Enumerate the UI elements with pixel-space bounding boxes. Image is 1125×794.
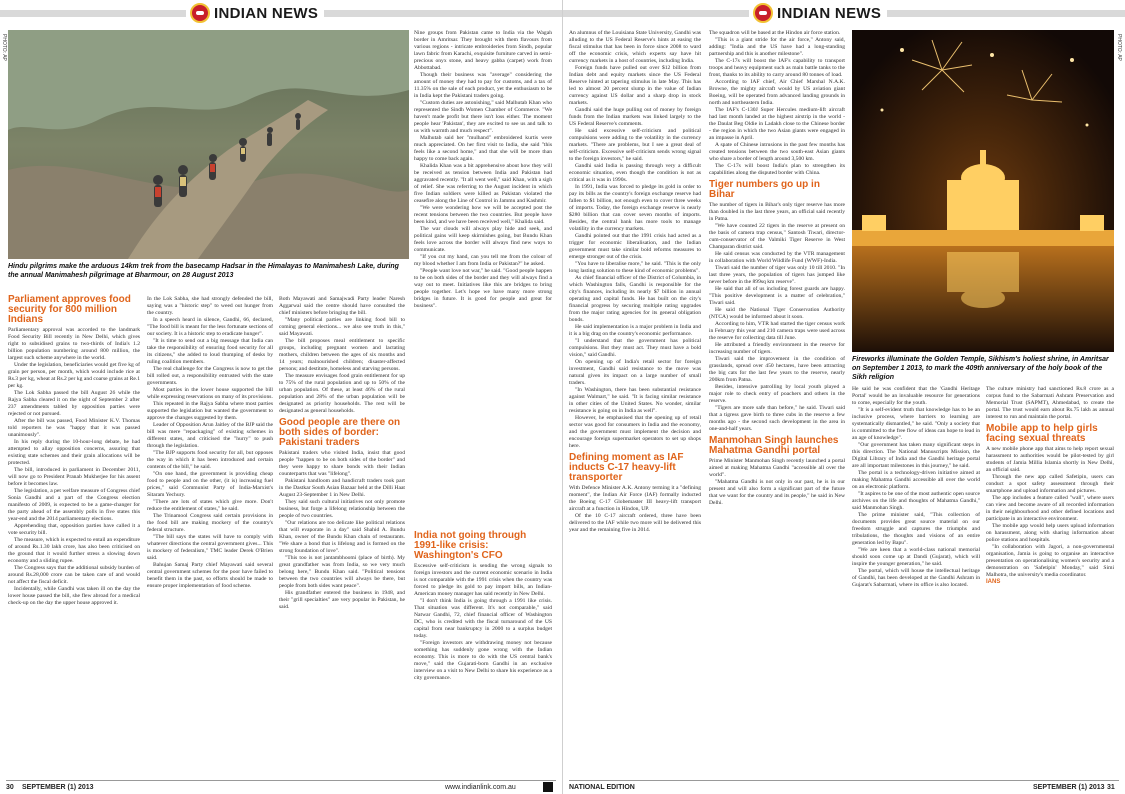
paragraph: Prime Minister Manmohan Singh recently launched a portal aimed at making Mahatma Gandhi "accessible all over the world".: [709, 458, 845, 478]
paragraph: A spate of Chinese intrusions in the past few months has created tensions between the two south-east Asian giants who share a border of length around 3,500 km.: [709, 142, 845, 162]
issue-date: SEPTEMBER (1) 2013: [22, 784, 94, 791]
paragraph: Leader of Opposition Arun Jaitley of the BJP said the bill was mere "repackaging" of existing schemes in different states, and criticised the "hurry" to push through the legislation.: [147, 422, 273, 449]
paragraph: "Custom duties are astonishing," said Malhutab Khan who represented the Sindh Women Chamber of Commerce. "We haven't made profit but there isn't loss either. The moment people hear 'Pakistan', they are excited to see us and talk to us with warmth and much respect".: [414, 100, 552, 134]
paragraph: "There are lots of states which give more. Don't reduce the entitlement of states," he said.: [147, 499, 273, 512]
column-2: [709, 30, 845, 776]
pilgrims-photo-image: [8, 30, 409, 259]
paragraph: The measure, which is expected to entail an expenditure of around Rs.1.30 lakh crore, has also been criticised on the ground that it would further stress a slowing down economy and a sliding rupee.: [8, 537, 140, 564]
page-number: 31: [1107, 784, 1115, 791]
header-rule: [324, 10, 562, 17]
header-title: INDIAN NEWS: [214, 4, 319, 22]
column-1: [8, 292, 140, 776]
paragraph: "On one hand, the government is providing cheap food to people and on the other, (it is) increasing fuel prices," said Communist Party of India-Marxist's Sitaram Yechury.: [147, 471, 273, 498]
paragraph: Apprehending that, opposition parties have called it a vote security bill.: [8, 523, 140, 536]
paragraph: "It is a self-evident truth that knowledge has to be an inclusive process, where barriers to learning are systematically dismantled," he said. "Only a society that is committed to the free flow of ideas can hope to lead in an age of knowledge".: [852, 407, 980, 441]
paragraph: The legislation, a pet welfare measure of Congress chief Sonia Gandhi and a part of the Congress election manifesto of 2009, is expected to be a game-changer for the party ahead of the assembly polls in five states this year-end and the 2014 parliamentary elections.: [8, 488, 140, 522]
paragraph: He said excessive self-criticism and political compulsions were adding to the volatility in the currency markets. "There are problems, but I see a great deal of self-criticism. Excessive self-criticism sends wrong signal to the foreign investors," he said.: [569, 128, 701, 162]
paragraph: The Congress says that the additional subsidy burden of around Rs.28,000 crore can be taken care of and would not affect the fiscal deficit.: [8, 565, 140, 585]
page-header: [563, 0, 1125, 26]
headline-gandhi-portal: Manmohan Singh launches Mahatma Gandhi portal: [709, 435, 839, 456]
paragraph: Both Mayawati and Samajwadi Party leader Naresh Aggarwal said the centre should have consulted the chief ministers before bringing the bill.: [279, 296, 405, 316]
paragraph: In 1991, India was forced to pledge its gold in order to pay its bills as the country's foreign exchange reserve had fallen to $1 billion, not enough even to cover three weeks of imports. Today, the foreign exchange reserve is nearly $280 billion that can cover seven months of imports. Besides, the central bank has more tools to manage volatility in the currency markets.: [569, 184, 701, 232]
paragraph: "In Washington, there has been substantial resistance against Walmart," he said. "It is facing similar resistance in other cities of the United States. No wonder, similar resistance is going on in India as well".: [569, 387, 701, 414]
paragraph: According to IAF chief, Air Chief Marshal N.A.K. Browne, the mighty aircraft would by US aviation giant Boeing, will be operated from advanced landing grounds in north and northeastern India.: [709, 79, 845, 106]
paragraph: The number of tigers in Bihar's only tiger reserve has more than doubled in the last three years, an official said recently in Patna.: [709, 202, 845, 222]
paragraph: The C-17s will boost India's plan to strengthen its capabilities along the disputed border with China.: [709, 163, 845, 176]
paragraph: "Foreign investors are withdrawing money not because something has suddenly gone wrong with the Indian economy. This is more to do with the US central bank's move," said the Gujarati-born Gandhi in an exclusive interview on a visit to New Delhi to share his experience as a city governance.: [414, 640, 552, 681]
column-4: [986, 386, 1114, 776]
paragraph: Though their business was "average" considering the amount of money they had to pay for customs, and a tax of 11.35% on the sale of each product, yet the enthusiasm to be in India kept the Pakistani traders going.: [414, 72, 552, 99]
headline-tiger-numbers: Tiger numbers go up in Bihar: [709, 179, 820, 200]
paragraph: Under the legislation, beneficiaries would get five kg of grain per person, per month, which would include rice at Rs.3 per kg, wheat at Rs.2 per kg and coarse grains at Re.1 per kg.: [8, 362, 140, 389]
paragraph: Besides, intensive patrolling by local youth played a major role to check entry of poachers and others in the reserve.: [709, 384, 845, 404]
paragraph: Foreign funds have pulled out over $12 billion from Indian debt and equity markets since the US Federal Reserve hinted at tapering stimulus in late May. This has led to almost 20 percent slump in the value of Indian currency against US dollar and a sharp drop in stock markets.: [569, 65, 701, 106]
headline-pakistani-traders: Good people are there on both sides of border: Pakistani traders: [279, 417, 401, 448]
paragraph: After the bill was passed, Food Minister K.V. Thomas told reporters he was "happy that it was passed unanimously".: [8, 418, 140, 438]
paragraph: Most parties in the lower house supported the bill while expressing reservations on many of its provisions.: [147, 387, 273, 400]
paragraph: Tiwari said the number of tiger was only 10 till 2010. "In last three years, the population of tigers has jumped like never before in the 899sq km reserve".: [709, 265, 845, 285]
paragraph: "Our relations are too delicate like political relations that will evaporate in a day" said Shahid A. Bundu Khan, owner of the Bundu Khan chain of restaurants. "We share a bond that is lifelong and is formed on the strong foundation of love".: [279, 520, 405, 554]
paragraph: However, he emphasised that the opening up of retail sector was good for consumers in India and the economy, and the government must implement the decision and encourage foreign supermarket operators to set up shops here.: [569, 415, 701, 449]
column-1: [569, 30, 701, 776]
paragraph: An alumnus of the Louisiana State University, Gandhi was alluding to the US Federal Reserve's hints at easing the fiscal stimulus that has been in force since 2008 to ward off the economic crisis, which experts say have hit currency markets in a host of countries, including India.: [569, 30, 701, 64]
paragraph: As chief financial officer of the District of Columbia, in which Washington falls, Gandhi is responsible for the city's finances, including its nearly $7 billion in annual operating and capital funds. He has built on the city's financial progress by securing multiple rating upgrades from the major rating agencies for its general obligation bonds.: [569, 275, 701, 323]
paragraph: The app includes a feature called "wall", where users can view and become aware of all recorded information in their neighbourhood and other defined locations and participate in an interactive environment.: [986, 495, 1114, 522]
paragraph: Malhutab said her "mulhand" embroidered kurtis were much appreciated. On her first visit to India, she said "this feels like a second home," and that she will be more than happy to come back again.: [414, 135, 552, 162]
logo-icon: [190, 3, 210, 23]
header-title: INDIAN NEWS: [777, 4, 882, 22]
paragraph: In a speech heard in silence, Gandhi, 66, declared, "The food bill is meant for the less fortunate sections of our society. It is a historic step to eradicate hunger".: [147, 317, 273, 337]
paragraph: They said such cultural initiatives not only promote business, but forge a lifelong relationship between the people of two countries.: [279, 499, 405, 519]
headline-food-security: Parliament approves food security for 800 million Indians: [8, 294, 131, 325]
paragraph: Tiwari said the improvement in the condition of grasslands, spread over 450 hectares, have been attracting the big cats for the last few years to the reserve, nearly 200km from Patna.: [709, 356, 845, 383]
paragraph: "It aspires to be one of the most authentic open source archives on the life and thoughts of Mahatma Gandhi," said Manmohan Singh.: [852, 491, 980, 511]
page-number: 30: [6, 784, 14, 791]
paragraph: The Trinamool Congress said certain provisions in the food bill are making mockery of the country's federal structure.: [147, 513, 273, 533]
paragraph: His grandfather entered the business in 1948, and their "grill specialties" are very popular in Pakistan, he said.: [279, 590, 405, 610]
paragraph: The bill, introduced in parliament in December 2011, will now go to President Pranab Mukherjee for his assent before it becomes law.: [8, 467, 140, 487]
paragraph: "We were wondering how we will be accepted post the recent tensions between the two countries. But people have been kind, and we have been received well," Khalida said.: [414, 205, 552, 225]
paragraph: "The bill says the states will have to comply with whatever directions the central government gives... This is mockery of federalism," TMC leader Derek O'Brien said.: [147, 534, 273, 561]
column-3: [279, 296, 405, 776]
paragraph: He said the National Tiger Conservation Authority (NTCA) would be informed about it soon.: [709, 307, 845, 320]
paragraph: "This too is not jantambhoomi (place of birth). My great grandfather was from India, so we very much belong here," Bundu Khan said. "Political tensions between the two countries will always be there, but people from both sides want peace".: [279, 555, 405, 589]
paragraph: Parliamentary approval was accorded to the landmark Food Security Bill recently in New Delhi, which gives right to subsidised grains to two-thirds of India's 1.2 billion population numbering around 800 million, the largest such scheme anywhere in the world.: [8, 327, 140, 361]
paragraph: The portal is a technology-driven initiative aimed at making Mahatma Gandhi accessible all over the world on an electronic platform.: [852, 470, 980, 490]
paragraph: "We have counted 22 tigers in the reserve at present on the basis of camera trap census," Santosh Tiwari, director-cum-conservator of the Valmiki Tiger Reserve in West Champaran district said.: [709, 223, 845, 250]
paragraph: Gandhi said the huge pulling out of money by foreign funds from the Indian markets was linked largely to the US Federal Reserve's comments.: [569, 107, 701, 127]
paragraph: In his reply during the 10-hour-long debate, he had attempted to allay opposition concerns, assuring that existing state schemes and their grain allocations will be protected.: [8, 439, 140, 466]
paragraph: "We are keen that a world-class national memorial should soon come up at Dandi (Gujarat), which will inspire the younger generation," he said.: [852, 547, 980, 567]
paragraph: The C-17s will boost the IAF's capability to transport troops and heavy equipment such as main battle tanks to the front, thanks to its ability to carry around 80 tonnes of load.: [709, 58, 845, 78]
paragraph: The IAF's C-130J Super Hercules medium-lift aircraft had last month landed at the highest airstrip in the world - the Daulat Beg Oldie in Ladakh close to the Chinese border - the region in which the two Asian giants were engaged in an impasse in April.: [709, 107, 845, 141]
paragraph: Excessive self-criticism is sending the wrong signals to foreign investors and the current economic scenario in India is not comparable with the 1991 crisis when the country was forced to pledge its gold to pay import bills, an Indian-American money manager has said recently in New Delhi.: [414, 563, 552, 597]
right-page: [563, 0, 1125, 794]
paragraph: Bahujan Samaj Party chief Mayawati said several central government schemes for the poor have failed to benefit them in the past, so efforts should be made to ensure proper implementation of food scheme.: [147, 562, 273, 589]
paragraph: This repeated in the Rajya Sabha where most parties supported the legislation but wanted the government to approve the changes suggested by them.: [147, 401, 273, 421]
paragraph: Gandhi pointed out that the 1991 crisis had acted as a trigger for economic liberalisation, and the Indian government must take similar bold reforms measures to emerge stronger out of the crisis.: [569, 233, 701, 260]
issue-date: SEPTEMBER (1) 2013: [1033, 784, 1105, 791]
paragraph: Of the 10 C-17 aircraft ordered, three have been delivered to the IAF while two more will be delivered this year and the remaining five in 2014.: [569, 513, 701, 533]
paragraph: "I understand that the government has political compulsions. But they must act. They must have a bold vision," said Gandhi.: [569, 338, 701, 358]
paragraph: "I don't think India is going through a 1991 like crisis. That situation was different. It's not comparable," said Natwar Gandhi, 72, chief financial officer of Washington DC, who is credited with the fiscal turnaround of the US capital from near bankruptcy in 2000 to a surplus budget today.: [414, 598, 552, 639]
page-header: [0, 0, 562, 26]
logo-icon: [753, 3, 773, 23]
paragraph: The measure envisages food grain entitlement for up to 75% of the rural population and up to 50% of the urban population. Of these, at least 46% of the rural population and 28% of the urban population will be designated as priority households. The rest will be designated as general households.: [279, 373, 405, 414]
header-rule: [563, 10, 749, 17]
paragraph: "The BJP supports food security for all, but opposes the way in which it has been introduced and certain contents of the bill," he said.: [147, 450, 273, 470]
photo-caption: Fireworks illuminate the Golden Temple, Sikhism's holiest shrine, in Amritsar on September 1 2013, to mark the 409th anniversary of the holy book of the Sikh religion: [852, 356, 1109, 381]
paragraph: In the Lok Sabha, she had strongly defended the bill, saying was a "historic step" to weed out hunger from the country.: [147, 296, 273, 316]
paragraph: "This is a giant stride for the air force," Antony said, adding: "India and the US have had a long-standing partnership and this is another milestone".: [709, 37, 845, 57]
paragraph: "In collaboration with Jagori, a non-governmental organisation, Jamia is going to organise an interactive presentation on operationalising women's security and a demonstration on 'Safetipin' Monday," said Simi Malhotra, the university's media coordinator.: [986, 544, 1114, 578]
photo-credit: PHOTO: AP: [1, 34, 7, 61]
website-link[interactable]: www.indianlink.com.au: [445, 784, 516, 791]
cfo-article-start: [414, 528, 552, 776]
headline-mobile-app: Mobile app to help girls facing sexual threats: [986, 423, 1098, 444]
column-3: [852, 386, 980, 776]
column-2: [147, 296, 273, 776]
paragraph: According to him, VTR had started the tiger census work in February this year and 210 camera traps were used across the reserve for collecting data till June.: [709, 321, 845, 341]
paragraph: The Lok Sabha passed the bill August 26 while the Rajya Sabha cleared it on the night of September 2 after 237 amendments tabled by opposition parties were rejected or not pursued.: [8, 390, 140, 417]
golden-temple-photo-image: [852, 30, 1114, 352]
headline-cfo: India not going through 1991-like crisis: Washington's CFO: [414, 530, 527, 561]
byline: IANS: [986, 579, 1001, 585]
paragraph: Nine groups from Pakistan came to India via the Wagah border in Amritsar. They brought with them flavours from various regions - intricate embroideries from Sindh, popular lawn fabric from Karachi, exquisite furniture carved in semi-precious onyx stone, and heavy gabba (carpet) work from Abbottabad.: [414, 30, 552, 71]
paragraph: "People want love not war," he said. "Good people happen to be on both sides of the border and they will always find a way out to meet. Initiatives like this are bridges to bring people together. Let's hope we have many more strong bridges in future. It is good for people and great for business".: [414, 268, 552, 309]
paragraph: "Mahatma Gandhi is not only in our past, he is in our present and will also form a significant part of the future that we want for the country and its people," he said in New Delhi.: [709, 479, 845, 506]
paragraph: Gandhi said India is passing through very a difficult economic situation, even though the condition is not as critical as it was in 1990s.: [569, 163, 701, 183]
paragraph: The prime minister said, "This collection of documents provides great source material on our freedom struggle and captures the triumphs and tribulations, the thoughts and visions of an entire generation led by Bapu".: [852, 512, 980, 546]
paragraph: The mobile app would help users upload information on harassment, along with sharing information about police stations and hospitals.: [986, 523, 1114, 543]
paragraph: On opening up of India's retail sector for foreign investment, Gandhi said resistance to the move was natural given its impact on a large number of small traders.: [569, 359, 701, 386]
paragraph: "If you cut my hand, can you tell me from the colour of my blood whether I am from India or Pakistan?" he asked.: [414, 254, 552, 267]
paragraph: Through the new app called Safetipin, users can conduct a spot safety assessment through their smartphone and upload information and pictures.: [986, 474, 1114, 494]
golden-temple-photo: [852, 30, 1114, 352]
edition-label: NATIONAL EDITION: [569, 784, 635, 791]
paragraph: The war clouds will always play hide and seek, and political gains will keep skirmishes going, but Bundu Khan feels love across the border will always find new ways to communicate.: [414, 226, 552, 253]
paragraph: The squadron will be based at the Hindon air force station.: [709, 30, 841, 36]
paragraph: Incidentally, while Gandhi was taken ill on the day the lower house passed the bill, she flew abroad for a medical check-up on the day the upper house approved it.: [8, 586, 140, 606]
paragraph: He said implementation is a major problem in India and it is a big drag on the country's economic performance.: [569, 324, 701, 337]
paragraph: A new mobile phone app that aims to help report sexual harassment to authorities would be pilot-tested by girl students of Jamia Millia Islamia shortly in New Delhi, an official said.: [986, 446, 1114, 473]
paragraph: The real challenge for the Congress is now to get the bill rolled out, a responsibility entrusted with the state governments.: [147, 366, 273, 386]
paragraph: He attributed a friendly environment in the reserve for increasing number of tigers.: [709, 342, 845, 355]
paragraph: Pakistani traders who visited India, insist that good people "happen to be on both sides of the border" and they were happy to share bonds with their Indian counterparts that was "lifelong".: [279, 450, 405, 477]
pilgrims-photo: [8, 30, 409, 259]
paragraph: He said that all of us including forest guards are happy. "This positive development is a matter of celebration," Tiwari said.: [709, 286, 845, 306]
header-rule: [0, 10, 186, 17]
paragraph: The culture ministry had sanctioned Rs.8 crore as a corpus fund to the Sabarmati Ashram Preservation and Memorial Trust (SAPMT), Ahmedabad, to create the portal. The trust would earn about Rs.75 lakh as annual interest to run and maintain the portal.: [986, 386, 1114, 420]
paragraph: The portal, which will house the intellectual heritage of Gandhi, has been developed at the Gandhi Ashram in Gujarat's Sabarmati, where its office is also located.: [852, 568, 980, 588]
paragraph: Khalida Khan was a bit apprehensive about how they will be received as tension between India and Pakistan had aggravated recently. "It all went well," said Khan, with a sigh of relief. She was referring to the August incident in which five Indian soldiers were killed as Pakistan violated the ceasefire along the Line of Control in Jammu and Kashmir.: [414, 163, 552, 204]
paragraph: "Our government has taken many significant steps in this direction. The National Manuscripts Mission, the Digital Library of India and the Gandhi heritage portal are all important milestones in this journey," he said.: [852, 442, 980, 469]
photo-credit: PHOTO: AP: [1116, 34, 1122, 61]
headline-iaf-c17: Defining moment as IAF inducts C-17 heavy-lift transporter: [569, 452, 684, 483]
paragraph: The bill proposes meal entitlement to specific groups, including pregnant women and lactating mothers, children between the ages of six months and 14 years; malnourished children; disaster-affected persons; and destitute, homeless and starving persons.: [279, 338, 405, 372]
page-footer: [0, 780, 562, 794]
header-rule: [887, 10, 1125, 17]
arrow-icon: [543, 782, 553, 792]
paragraph: "It is time to send out a big message that India can take the responsibility of ensuring food security for all its citizens," she added to loud thumping of desks by ruling coalition members.: [147, 338, 273, 365]
page-footer: [563, 780, 1125, 794]
paragraph: "Tigers are more safe than before," he said. Tiwari said that a tigress gave birth to three cubs in the reserve a few months ago - the second such development in the area in one-and-half years.: [709, 405, 845, 432]
paragraph: "You have to liberalise more," he said. "This is the only long lasting solution to these kind of economic problems".: [569, 261, 701, 274]
paragraph: He said he was confident that the 'Gandhi Heritage Portal' would be an invaluable resource for generations to come, especially for the youth.: [852, 386, 980, 406]
paragraph: With Defence Minister A.K. Antony terming it a "defining moment", the Indian Air Force (IAF) formally inducted the Boeing C-17 Globemaster III heavy-lift transport aircraft at a function in Hindon, UP.: [569, 485, 701, 512]
paragraph: Pakistani handloom and handicraft traders took part in the Dastkar South Asian Bazaar held at the Dilli Haat August 23-September 1 in New Delhi.: [279, 478, 405, 498]
photo-caption: Hindu pilgrims make the arduous 14km trek from the basecamp Hadsar in the Himalayas to Manimahesh Lake, during the annual Manimahesh pilgrimage at Bharmour, on 28 August 2013: [8, 263, 399, 279]
paragraph: "Many political parties are linking food bill to coming general elections... we also see truth in this," said Mayawati.: [279, 317, 405, 337]
paragraph: He said census was conducted by the VTR management in collaboration with World Wildlife Fund (WWF)-India.: [709, 251, 845, 264]
